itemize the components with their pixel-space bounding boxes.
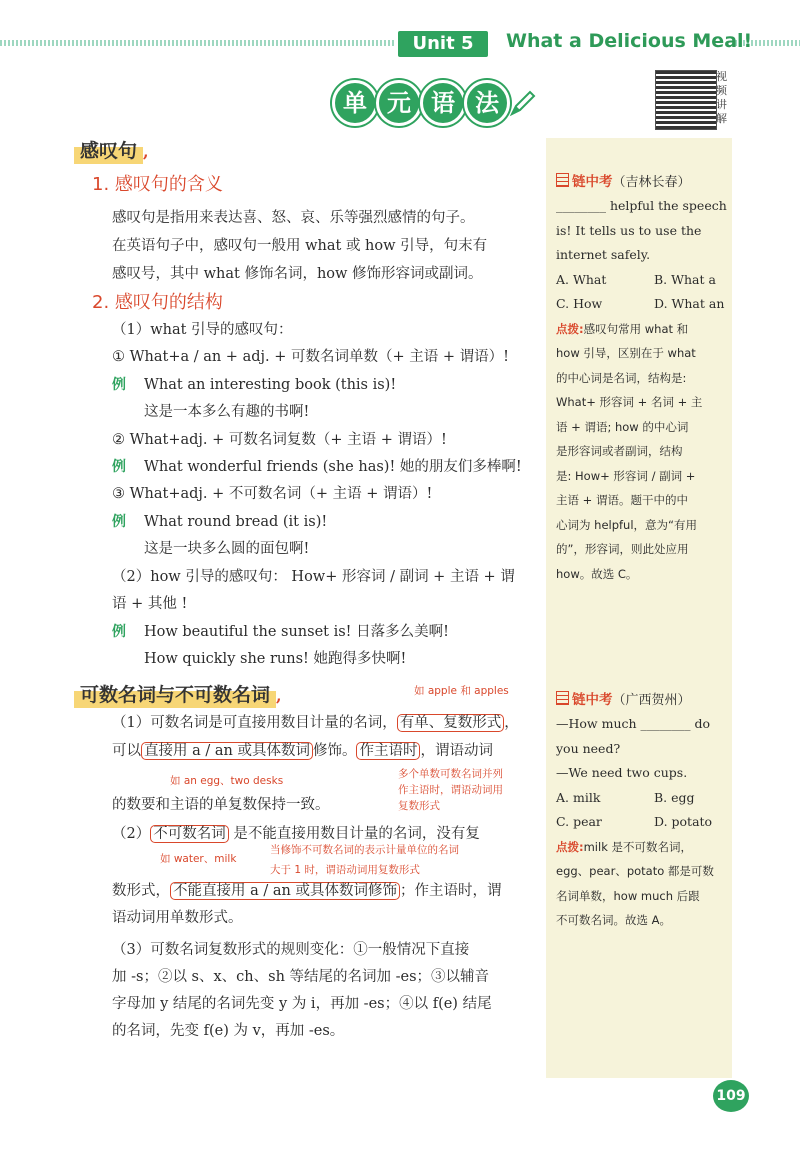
book-icon [556,691,569,705]
pencil-icon [508,88,538,118]
plural-rules-paragraph: （3）可数名词复数形式的规则变化：①一般情况下直接 加 -s；②以 s、x、ch、sh 等结尾的名词加 -es；③以辅音 字母加 y 结尾的名词先变 y 为 i，再加 -es；④以 f(e) 结尾 的名词，先变 f(e) 为 v，再加 -es。 [112,942,492,1039]
structure-how-cont: 语 + 其他 ! [112,596,188,612]
options: A. What B. What a C. How D. What an [556,271,725,311]
tip-text: 点拨:milk 是不可数名词， egg、pear、potato 都是可数 名词单数，how much 后跟 不可数名词。故选 A。 [556,839,714,927]
example-2: What wonderful friends (she has)! 她的朋友们多棒啊! [144,459,522,475]
options: A. milk B. egg C. pear D. potato [556,789,713,829]
unit-title: What a Delicious Meal! [506,30,753,52]
section-heading-exclamation: 感叹句 , [74,136,149,163]
example-5: How quickly she runs! 她跑得多快啊! [144,651,407,667]
example-1: What an interesting book (this is)! [144,377,397,393]
question-text: ________ helpful the speech is! It tells us to use the internet safely. [556,198,727,262]
circled-as-subject: 作主语时 [356,742,420,760]
countable-line-2: 可以 直接用 a / an 或具体数词 修饰。 作主语时 ，谓语动词 [112,743,493,759]
circled-plural-form: 有单、复数形式 [397,714,505,732]
section-heading-nouns: 可数名词与不可数名词 , [74,680,282,707]
example-label: 例 [112,377,126,393]
banner-char-3: 语 [420,80,466,126]
structure-how: （2）how 引导的感叹句： How+ 形容词 / 副词 + 主语 + 谓 [112,569,515,585]
circled-no-direct-modifier: 不能直接用 a / an 或具体数词修饰 [170,882,400,900]
structure-what-1: ① What+a / an + adj. + 可数名词单数（+ 主语 + 谓语）! [112,349,509,365]
example-1-translation: 这是一本多么有趣的书啊! [144,404,310,420]
qr-code-icon[interactable] [655,70,717,130]
structure-what-2: ② What+adj. + 可数名词复数（+ 主语 + 谓语）! [112,432,447,448]
example-3: What round bread (it is)! [144,514,328,530]
side-box-exam-1: 链中考（吉林长春） ________ helpful the speech is! It tells us to use the internet safely. A. What B. What a C. How D. What an 点拨:感叹句常用 what 和 how 引导，区别在于 what 的中心词是名词，结构是: What+ 形容词 + 名词 + 主 语 + 谓语; how 的中心词 是形容词或者副词，结构 是: How+ 形容词 / 副词 + 主语 + 谓语。题干中的中 心词为 helpful，意为“有用 的”，形容词，则此处应用 how。故选 C。 [556,170,728,586]
page-number: 109 [713,1080,749,1112]
header-stripe-left [0,40,395,46]
section-banner [328,80,538,126]
note-multiple-subjects: 多个单数可数名词并列 作主语时，谓语动词用 复数形式 [398,768,503,812]
question-text: —How much ________ do you need? —We need two cups. [556,716,711,780]
countable-line-3: 的数要和主语的单复数保持一致。 [112,797,330,813]
example-4: How beautiful the sunset is! 日落多么美啊! [144,624,449,640]
example-3-translation: 这是一块多么圆的面包啊! [144,541,310,557]
example-label: 例 [112,514,126,530]
example-label: 例 [112,459,126,475]
sub-heading-meaning: 1. 感叹句的含义 [92,174,223,195]
meaning-paragraph: 感叹句是指用来表达喜、怒、哀、乐等强烈感情的句子。 在英语句子中，感叹句一般用 what 或 how 引导，句末有 感叹号，其中 what 修饰名词，how 修饰形容词或副词。 [112,210,488,282]
sub-heading-structure: 2. 感叹句的结构 [92,292,223,313]
note-measure-unit-2: 大于 1 时，谓语动词用复数形式 [270,864,420,876]
uncountable-line-3: 语动词用单数形式。 [112,910,243,926]
structure-what-intro: （1）what 引导的感叹句： [112,322,293,338]
tip-text: 点拨:感叹句常用 what 和 how 引导，区别在于 what 的中心词是名词，结构是: What+ 形容词 + 名词 + 主 语 + 谓语; how 的中心词 是形容词或者副词，结构 是: How+ 形容词 / 副词 + 主语 + 谓语。题干中的中 心词为 helpful，意为“有用 的”，形容词，则此处应用 how。故选 C。 [556,321,703,581]
book-icon [556,173,569,187]
qr-label: 视频讲解 [716,70,727,125]
unit-badge: Unit 5 [398,31,488,57]
note-egg: 如 an egg、two desks [170,775,284,787]
side-box-exam-2: 链中考（广西贺州） —How much ________ do you need? —We need two cups. A. milk B. egg C. pear D. potato 点拨:milk 是不可数名词， egg、pear、potato 都是可数 名词单数，how much 后跟 不可数名词。故选 A。 [556,688,728,933]
uncountable-line-2: 数形式， 不能直接用 a / an 或具体数词修饰 ；作主语时，谓 [112,883,502,899]
note-measure-unit-1: 当修饰不可数名词的表示计量单位的名词 [270,844,459,856]
banner-char-1: 单 [332,80,378,126]
countable-line-1: （1）可数名词是可直接用数目计量的名词， 有单、复数形式 ， [112,715,519,731]
circled-direct-modifier: 直接用 a / an 或具体数词 [141,742,313,760]
structure-what-3: ③ What+adj. + 不可数名词（+ 主语 + 谓语）! [112,486,433,502]
uncountable-line-1: （2） 不可数名词 是不能直接用数目计量的名词，没有复 [112,826,480,842]
banner-char-4: 法 [464,80,510,126]
banner-char-2: 元 [376,80,422,126]
example-label: 例 [112,624,126,640]
note-water: 如 water、milk [160,853,237,865]
circled-uncountable: 不可数名词 [150,825,229,843]
note-apple: 如 apple 和 apples [414,685,509,697]
